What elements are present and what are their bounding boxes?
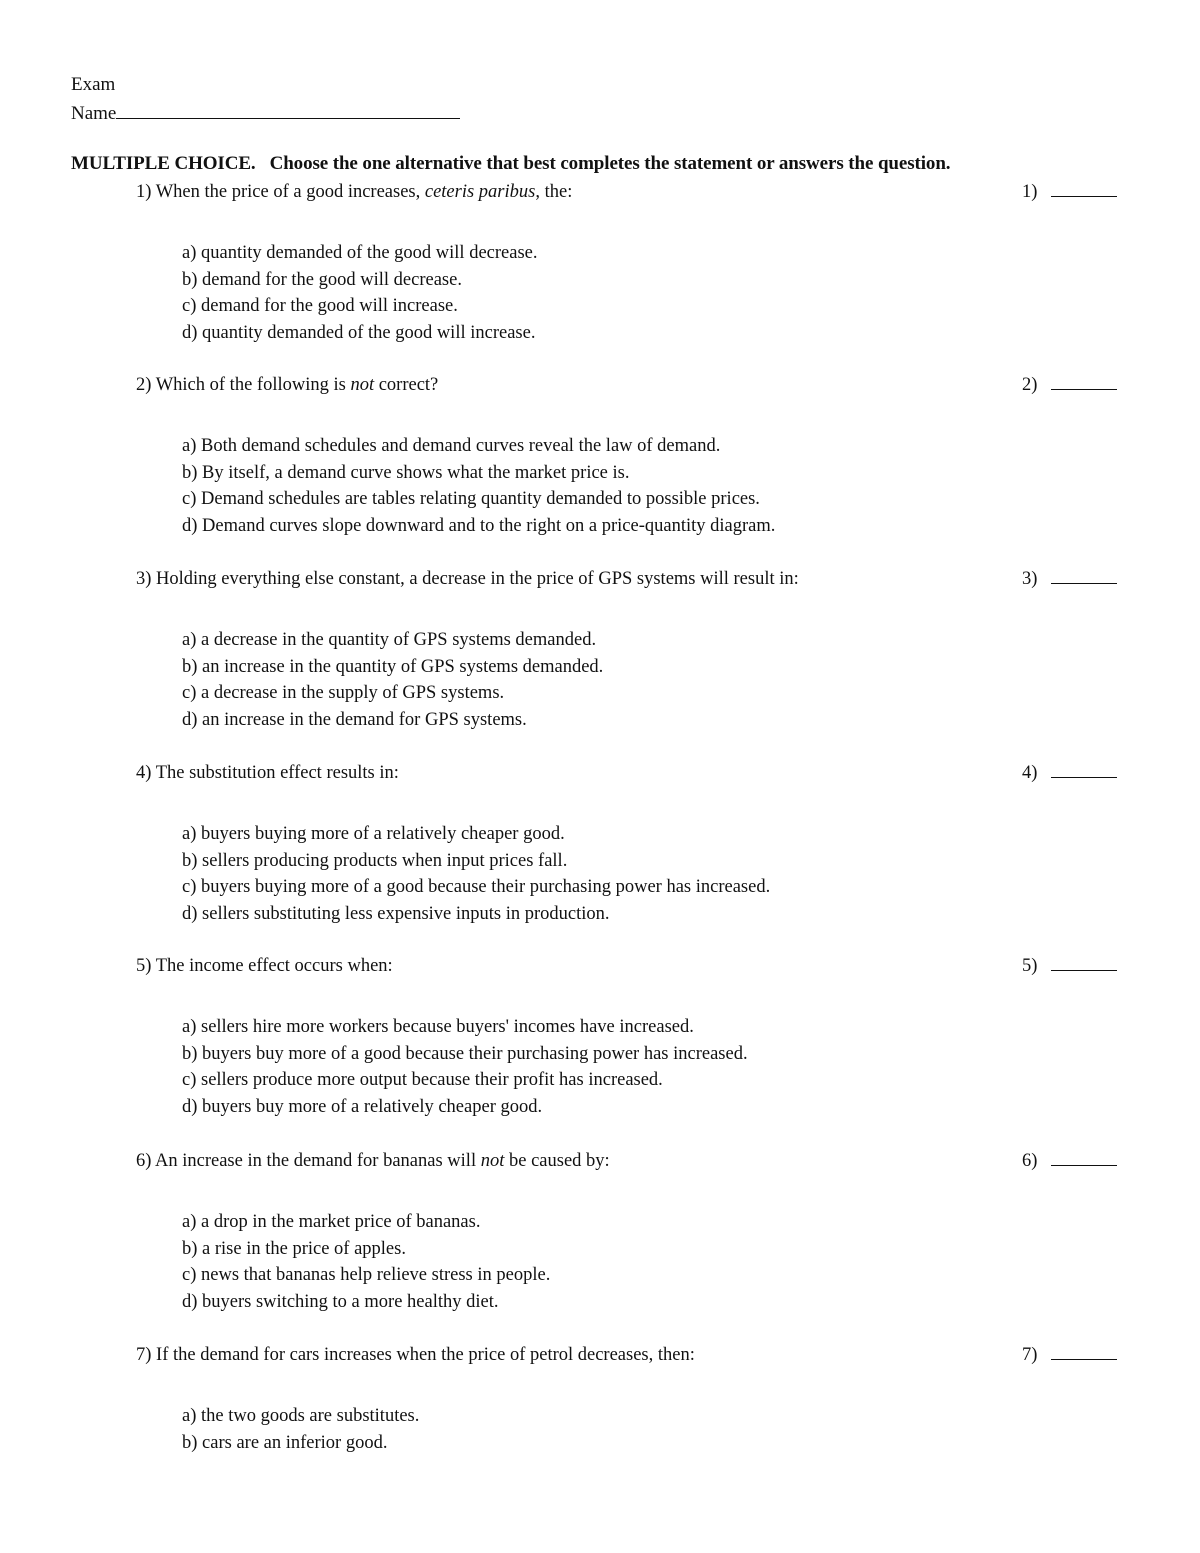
answer-label: 2) [1022, 375, 1038, 395]
question-stem [136, 1344, 695, 1366]
answer-option[interactable]: d) buyers buy more of a relatively cheaper good. [182, 1097, 543, 1118]
answer-option[interactable]: b) an increase in the quantity of GPS systems demanded. [182, 656, 604, 677]
answer-slot [1022, 1150, 1117, 1172]
question-number: 7) [136, 1345, 157, 1365]
question-emphasis: not [350, 375, 375, 395]
answer-label: 1) [1022, 182, 1038, 202]
answer-option[interactable]: a) a drop in the market price of bananas. [182, 1212, 481, 1232]
instructions-text: Choose the one alternative that best completes the statement or answers the question. [269, 153, 951, 174]
answer-option[interactable]: a) Both demand schedules and demand curves reveal the law of demand. [182, 436, 721, 456]
question-text-end: be caused by: [504, 1151, 610, 1171]
question-text: Which of the following is [155, 375, 351, 395]
option-list [182, 433, 775, 540]
answer-option[interactable]: c) demand for the good will increase. [182, 296, 458, 317]
answer-option[interactable]: b) sellers producing products when input prices fall. [182, 850, 568, 871]
answer-option[interactable]: a) a decrease in the quantity of GPS systems demanded. [182, 630, 597, 650]
answer-blank[interactable] [1051, 568, 1117, 584]
question-stem [136, 181, 572, 203]
question-number: 2) [136, 375, 156, 395]
answer-option[interactable]: c) a decrease in the supply of GPS systems. [182, 683, 505, 704]
answer-option[interactable]: c) Demand schedules are tables relating quantity demanded to possible prices. [182, 489, 760, 510]
answer-slot [1022, 1344, 1117, 1366]
answer-option[interactable]: c) buyers buying more of a good because their purchasing power has increased. [182, 877, 771, 898]
answer-option[interactable]: d) Demand curves slope downward and to the right on a price-quantity diagram. [182, 516, 776, 537]
question-text-end: correct? [374, 375, 439, 395]
answer-option[interactable]: c) news that bananas help relieve stress in people. [182, 1265, 551, 1286]
answer-option[interactable]: d) quantity demanded of the good will increase. [182, 323, 536, 344]
question-stem [136, 568, 799, 590]
answer-blank[interactable] [1051, 181, 1117, 197]
question-text: Holding everything else constant, a decrease in the price of GPS systems will result in: [156, 569, 799, 589]
option-list [182, 821, 770, 928]
answer-label: 4) [1022, 763, 1038, 783]
answer-label: 3) [1022, 569, 1038, 589]
answer-slot [1022, 568, 1117, 590]
question-text: The income effect occurs when: [155, 956, 393, 976]
option-list [182, 1014, 748, 1121]
answer-label: 5) [1022, 956, 1038, 976]
instructions [71, 153, 950, 175]
question-emphasis: not [480, 1151, 505, 1171]
option-list [182, 1209, 550, 1316]
name-label: Name [71, 103, 117, 124]
answer-blank[interactable] [1051, 1344, 1117, 1360]
exam-label: Exam [71, 74, 116, 95]
option-list [182, 627, 603, 734]
answer-blank[interactable] [1051, 762, 1117, 778]
question-number: 4) [136, 763, 156, 783]
answer-slot [1022, 955, 1117, 977]
answer-slot [1022, 374, 1117, 396]
option-list [182, 240, 537, 347]
question-text-end: , the: [535, 182, 573, 202]
question-text: If the demand for cars increases when the price of petrol decreases, then: [156, 1345, 695, 1365]
section-heading: MULTIPLE CHOICE. [71, 153, 256, 174]
name-field[interactable] [116, 101, 460, 119]
answer-option[interactable]: d) buyers switching to a more healthy diet. [182, 1292, 499, 1313]
answer-option[interactable]: b) buyers buy more of a good because their purchasing power has increased. [182, 1043, 748, 1064]
question-number: 5) [136, 956, 156, 976]
answer-blank[interactable] [1051, 955, 1117, 971]
answer-option[interactable]: b) demand for the good will decrease. [182, 269, 462, 290]
question-number: 3) [136, 569, 157, 589]
answer-label: 7) [1022, 1345, 1038, 1365]
name-line [71, 101, 460, 125]
answer-option[interactable]: b) By itself, a demand curve shows what the market price is. [182, 462, 630, 483]
question-stem [136, 1150, 610, 1172]
answer-option[interactable]: d) sellers substituting less expensive inputs in production. [182, 904, 610, 925]
answer-blank[interactable] [1051, 1150, 1117, 1166]
question-stem [136, 955, 393, 977]
question-text: When the price of a good increases, [155, 182, 425, 202]
answer-option[interactable]: a) sellers hire more workers because buyers' incomes have increased. [182, 1017, 694, 1037]
question-text: The substitution effect results in: [155, 763, 399, 783]
answer-option[interactable]: c) sellers produce more output because their profit has increased. [182, 1070, 663, 1091]
answer-option[interactable]: b) a rise in the price of apples. [182, 1238, 406, 1259]
question-stem [136, 762, 399, 784]
question-stem [136, 374, 438, 396]
question-emphasis: ceteris paribus [424, 182, 536, 202]
answer-label: 6) [1022, 1151, 1038, 1171]
question-number: 1) [136, 182, 156, 202]
answer-slot [1022, 762, 1117, 784]
answer-option[interactable]: a) buyers buying more of a relatively cheaper good. [182, 824, 565, 844]
answer-slot [1022, 181, 1117, 203]
answer-option[interactable]: d) an increase in the demand for GPS systems. [182, 710, 527, 731]
answer-blank[interactable] [1051, 374, 1117, 390]
answer-option[interactable]: a) quantity demanded of the good will decrease. [182, 243, 538, 263]
option-list [182, 1403, 419, 1456]
question-number: 6) [136, 1151, 156, 1171]
answer-option[interactable]: a) the two goods are substitutes. [182, 1406, 420, 1426]
answer-option[interactable]: b) cars are an inferior good. [182, 1432, 388, 1453]
question-text: An increase in the demand for bananas will [155, 1151, 481, 1171]
